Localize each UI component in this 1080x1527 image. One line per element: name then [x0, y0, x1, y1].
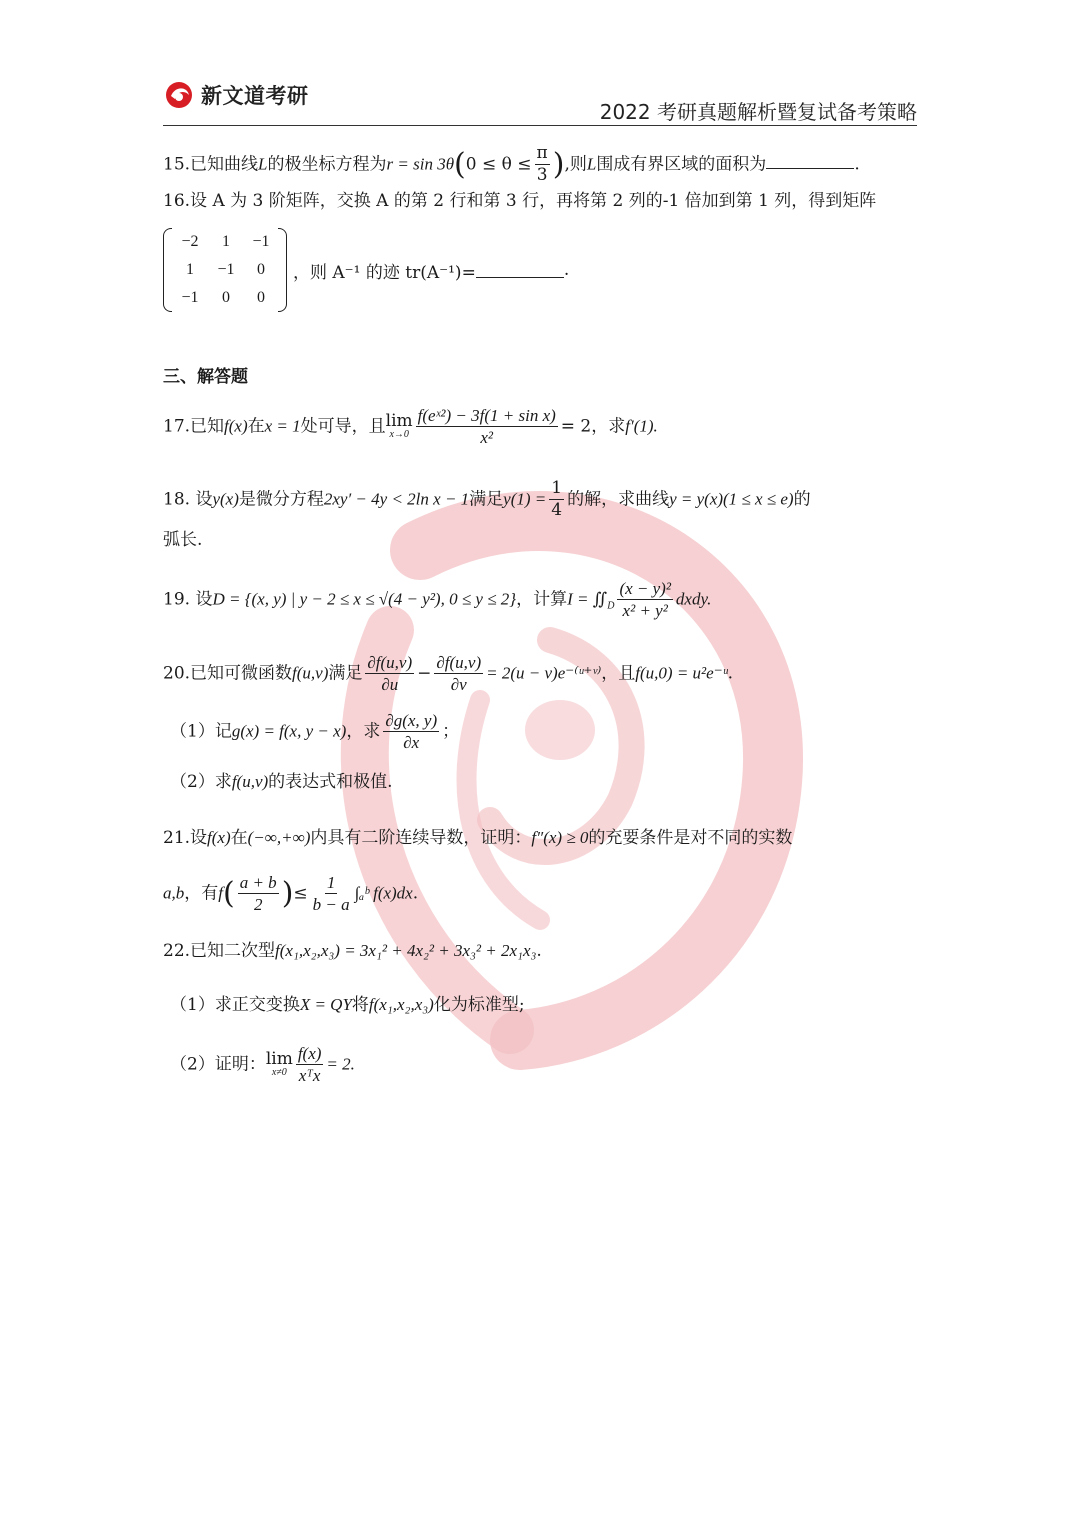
- q18-c: 满足: [469, 489, 504, 510]
- matrix-cell: −1: [217, 261, 235, 278]
- header-divider: [163, 125, 917, 126]
- matrix-cell: 1: [222, 233, 230, 250]
- q20-part1: [170, 710, 459, 754]
- question-19: [163, 578, 711, 622]
- q15-prefix: 15.已知曲线: [163, 154, 259, 175]
- q19-region: D = {(x, y) | y − 2 ≤ x ≤ √(4 − y²), 0 ≤ y ≤ 2}: [212, 589, 517, 609]
- q19-integral: I = ∬: [567, 589, 608, 609]
- matrix-cell: −2: [181, 233, 199, 250]
- q17-fraction: $\frac{\text{f(eˣ²) − 3f(1 + sin x)}}{\text{x²}}$: [417, 406, 556, 448]
- q21-ab: a,b: [163, 883, 185, 903]
- q18-yx: y(x): [212, 489, 239, 509]
- q20-partial-u: $\frac{\partial f(u,v)}{\partial u}$: [367, 653, 413, 695]
- question-15: 15.已知曲线L的极坐标方程为r = sin 3θ(0 ≤ θ ≤ $\frac{\pi}{3}$ ),则L围成有界区域的面积为 .: [163, 143, 860, 186]
- q21-b: 在: [230, 828, 248, 848]
- q19-a: 19. 设: [163, 589, 213, 610]
- q21-c: 内具有二阶连续导数，证明：: [310, 828, 532, 848]
- q17-fx: f(x): [224, 416, 248, 436]
- q21-end: .: [412, 883, 419, 904]
- q15-suffix2: 围成有界区域的面积为: [596, 154, 767, 175]
- q22-p1x: X = QY: [299, 995, 352, 1014]
- q16-matrix: [163, 228, 569, 312]
- q20-rhs: = 2(u − v)e⁻⁽ᵘ⁺ᵛ⁾: [486, 663, 602, 683]
- q20-p1-partial: $\frac{\partial g(x, y)}{\partial x}$: [385, 711, 438, 753]
- q18-a: 18. 设: [163, 489, 213, 510]
- q18-line2: 弧长.: [163, 530, 203, 550]
- q21-integral: ∫ₐᵇ f(x)dx: [354, 883, 413, 903]
- matrix-cell: 0: [222, 289, 230, 306]
- q20-part2: [170, 773, 393, 791]
- q20-b: 满足: [328, 663, 363, 684]
- q16-after-text: ，则 A⁻¹ 的迹 tr(A⁻¹)=: [293, 262, 476, 283]
- q20-p2a: （2）求: [170, 772, 232, 792]
- q15-mid: 的极坐标方程为: [267, 154, 387, 175]
- q21-d: 的充要条件是对不同的实数: [588, 828, 793, 848]
- q18-e: 的: [793, 489, 811, 510]
- q18-b: 是微分方程: [238, 489, 324, 510]
- q18-eq: 2xy′ − 4y < 2ln x − 1: [323, 489, 470, 509]
- question-16: 16.设 A 为 3 阶矩阵，交换 A 的第 2 行和第 3 行，再将第 2 列的-1 倍加到第 1 列，得到矩阵: [163, 191, 877, 211]
- question-17: [163, 405, 658, 449]
- question-22: [163, 942, 542, 960]
- q21-e: ，有: [184, 883, 219, 904]
- q22-form: f(x₁,x₂,x₃) = 3x₁² + 4x₂² + 3x₃² + 2x₁x₃: [275, 941, 537, 960]
- q21-line2: a,b，有f( $\frac{a + b}{2}$ )≤ $\frac{1}{b - a}$ ∫ₐᵇ f(x)dx.: [163, 873, 419, 915]
- q19-fraction: $\frac{\text{(x − y)²}}{\text{x² + y²}}$: [619, 579, 671, 621]
- q20-p2b: 的表达式和极值.: [268, 772, 393, 792]
- q20-end: .: [727, 663, 734, 684]
- q15-end: .: [854, 154, 860, 175]
- question-21: [163, 829, 792, 847]
- q15-condition: 0 ≤ θ ≤: [465, 154, 532, 175]
- matrix-cell: −1: [252, 233, 270, 250]
- q22-p1a: （1）求正交变换: [170, 995, 300, 1015]
- q15-pi-over-3: $\frac{\pi}{3}$: [536, 143, 548, 186]
- q22-a: 22.已知二次型: [163, 941, 276, 961]
- q20-minus: −: [417, 663, 432, 684]
- q15-curve-name-2: L: [586, 154, 597, 174]
- q16-matrix-grid: [172, 233, 278, 307]
- q19-b: ，计算: [516, 589, 568, 610]
- document-title: 2022 考研真题解析暨复试备考策略: [599, 100, 917, 124]
- matrix-cell: −1: [181, 289, 199, 306]
- q21-le: ≤: [293, 883, 308, 904]
- q18-y1: y(1) =: [503, 489, 547, 509]
- header-logo: [163, 80, 309, 110]
- q16-end: .: [563, 260, 570, 280]
- q20-partial-v: $\frac{\partial f(u,v)}{\partial v}$: [436, 653, 482, 695]
- q22-fraction: $\frac{f(x)}{\text{xᵀx}}$: [297, 1044, 322, 1086]
- q19-sub: D: [607, 600, 615, 612]
- question-20: [163, 652, 733, 696]
- q21-a: 21.设: [163, 828, 208, 848]
- q22-rhs: = 2.: [326, 1054, 355, 1074]
- q21-cond: f″(x) ≥ 0: [531, 828, 589, 847]
- q18-d: 的解，求曲线: [567, 489, 670, 510]
- q20-p1b: ，求: [346, 721, 381, 742]
- q21-fx: f(x): [207, 828, 231, 847]
- q22-p2a: （2）证明：: [170, 1054, 266, 1075]
- q21-interval: (−∞,+∞): [247, 828, 311, 847]
- q21-f: f: [218, 883, 223, 903]
- matrix-cell: 1: [186, 261, 194, 278]
- q17-limit: lim x→0: [385, 411, 413, 441]
- q17-eq: = 2: [560, 416, 592, 437]
- q20-p1end: ；: [442, 721, 460, 742]
- q15-suffix1: ,则: [564, 154, 587, 175]
- q20-init: f(u,0) = u²e⁻ᵘ: [635, 663, 728, 683]
- q20-p2f: f(u,v): [231, 772, 269, 791]
- q20-p1a: （1）记: [170, 721, 232, 742]
- q16-answer-blank: [476, 263, 564, 278]
- q22-p1f: f(x₁,x₂,x₃): [368, 995, 434, 1014]
- q17-c: 处可导，且: [300, 416, 386, 437]
- q19-tail: dxdy.: [675, 589, 712, 609]
- phoenix-logo-icon: [163, 80, 195, 110]
- q22-part1: [170, 996, 525, 1014]
- q22-end: .: [536, 941, 542, 961]
- q20-c: ，且: [601, 663, 636, 684]
- q15-curve-name: L: [258, 154, 268, 174]
- q22-part2: [170, 1043, 355, 1087]
- q20-a: 20.已知可微函数: [163, 663, 293, 684]
- q17-a: 17.已知: [163, 416, 225, 437]
- q21-midpoint: $\frac{a + b}{2}$: [239, 873, 277, 915]
- q18-curve: y = y(x)(1 ≤ x ≤ e): [669, 489, 794, 509]
- question-18: [163, 478, 811, 522]
- matrix-cell: 0: [257, 289, 265, 306]
- q17-answer: f′(1).: [625, 416, 658, 436]
- q15-equation: r = sin 3θ: [386, 154, 455, 174]
- q17-x1: x = 1: [264, 416, 301, 436]
- q22-p1c: 化为标准型;: [433, 995, 525, 1015]
- matrix-cell: 0: [257, 261, 265, 278]
- brand-name: 新文道考研: [201, 84, 309, 108]
- q21-reciprocal: $\frac{1}{b - a}$: [312, 873, 350, 915]
- q17-d: ，求: [591, 416, 626, 437]
- q15-answer-blank: [766, 154, 854, 169]
- q22-limit: lim x≠0: [265, 1049, 293, 1079]
- q20-f: f(u,v): [292, 663, 329, 683]
- q20-p1g: g(x) = f(x, y − x): [231, 721, 347, 741]
- section-heading: 三、解答题: [163, 367, 248, 387]
- q22-p1b: 将: [351, 995, 369, 1015]
- q18-fraction: $\frac{1}{4}$: [551, 478, 563, 521]
- q17-b: 在: [247, 416, 265, 437]
